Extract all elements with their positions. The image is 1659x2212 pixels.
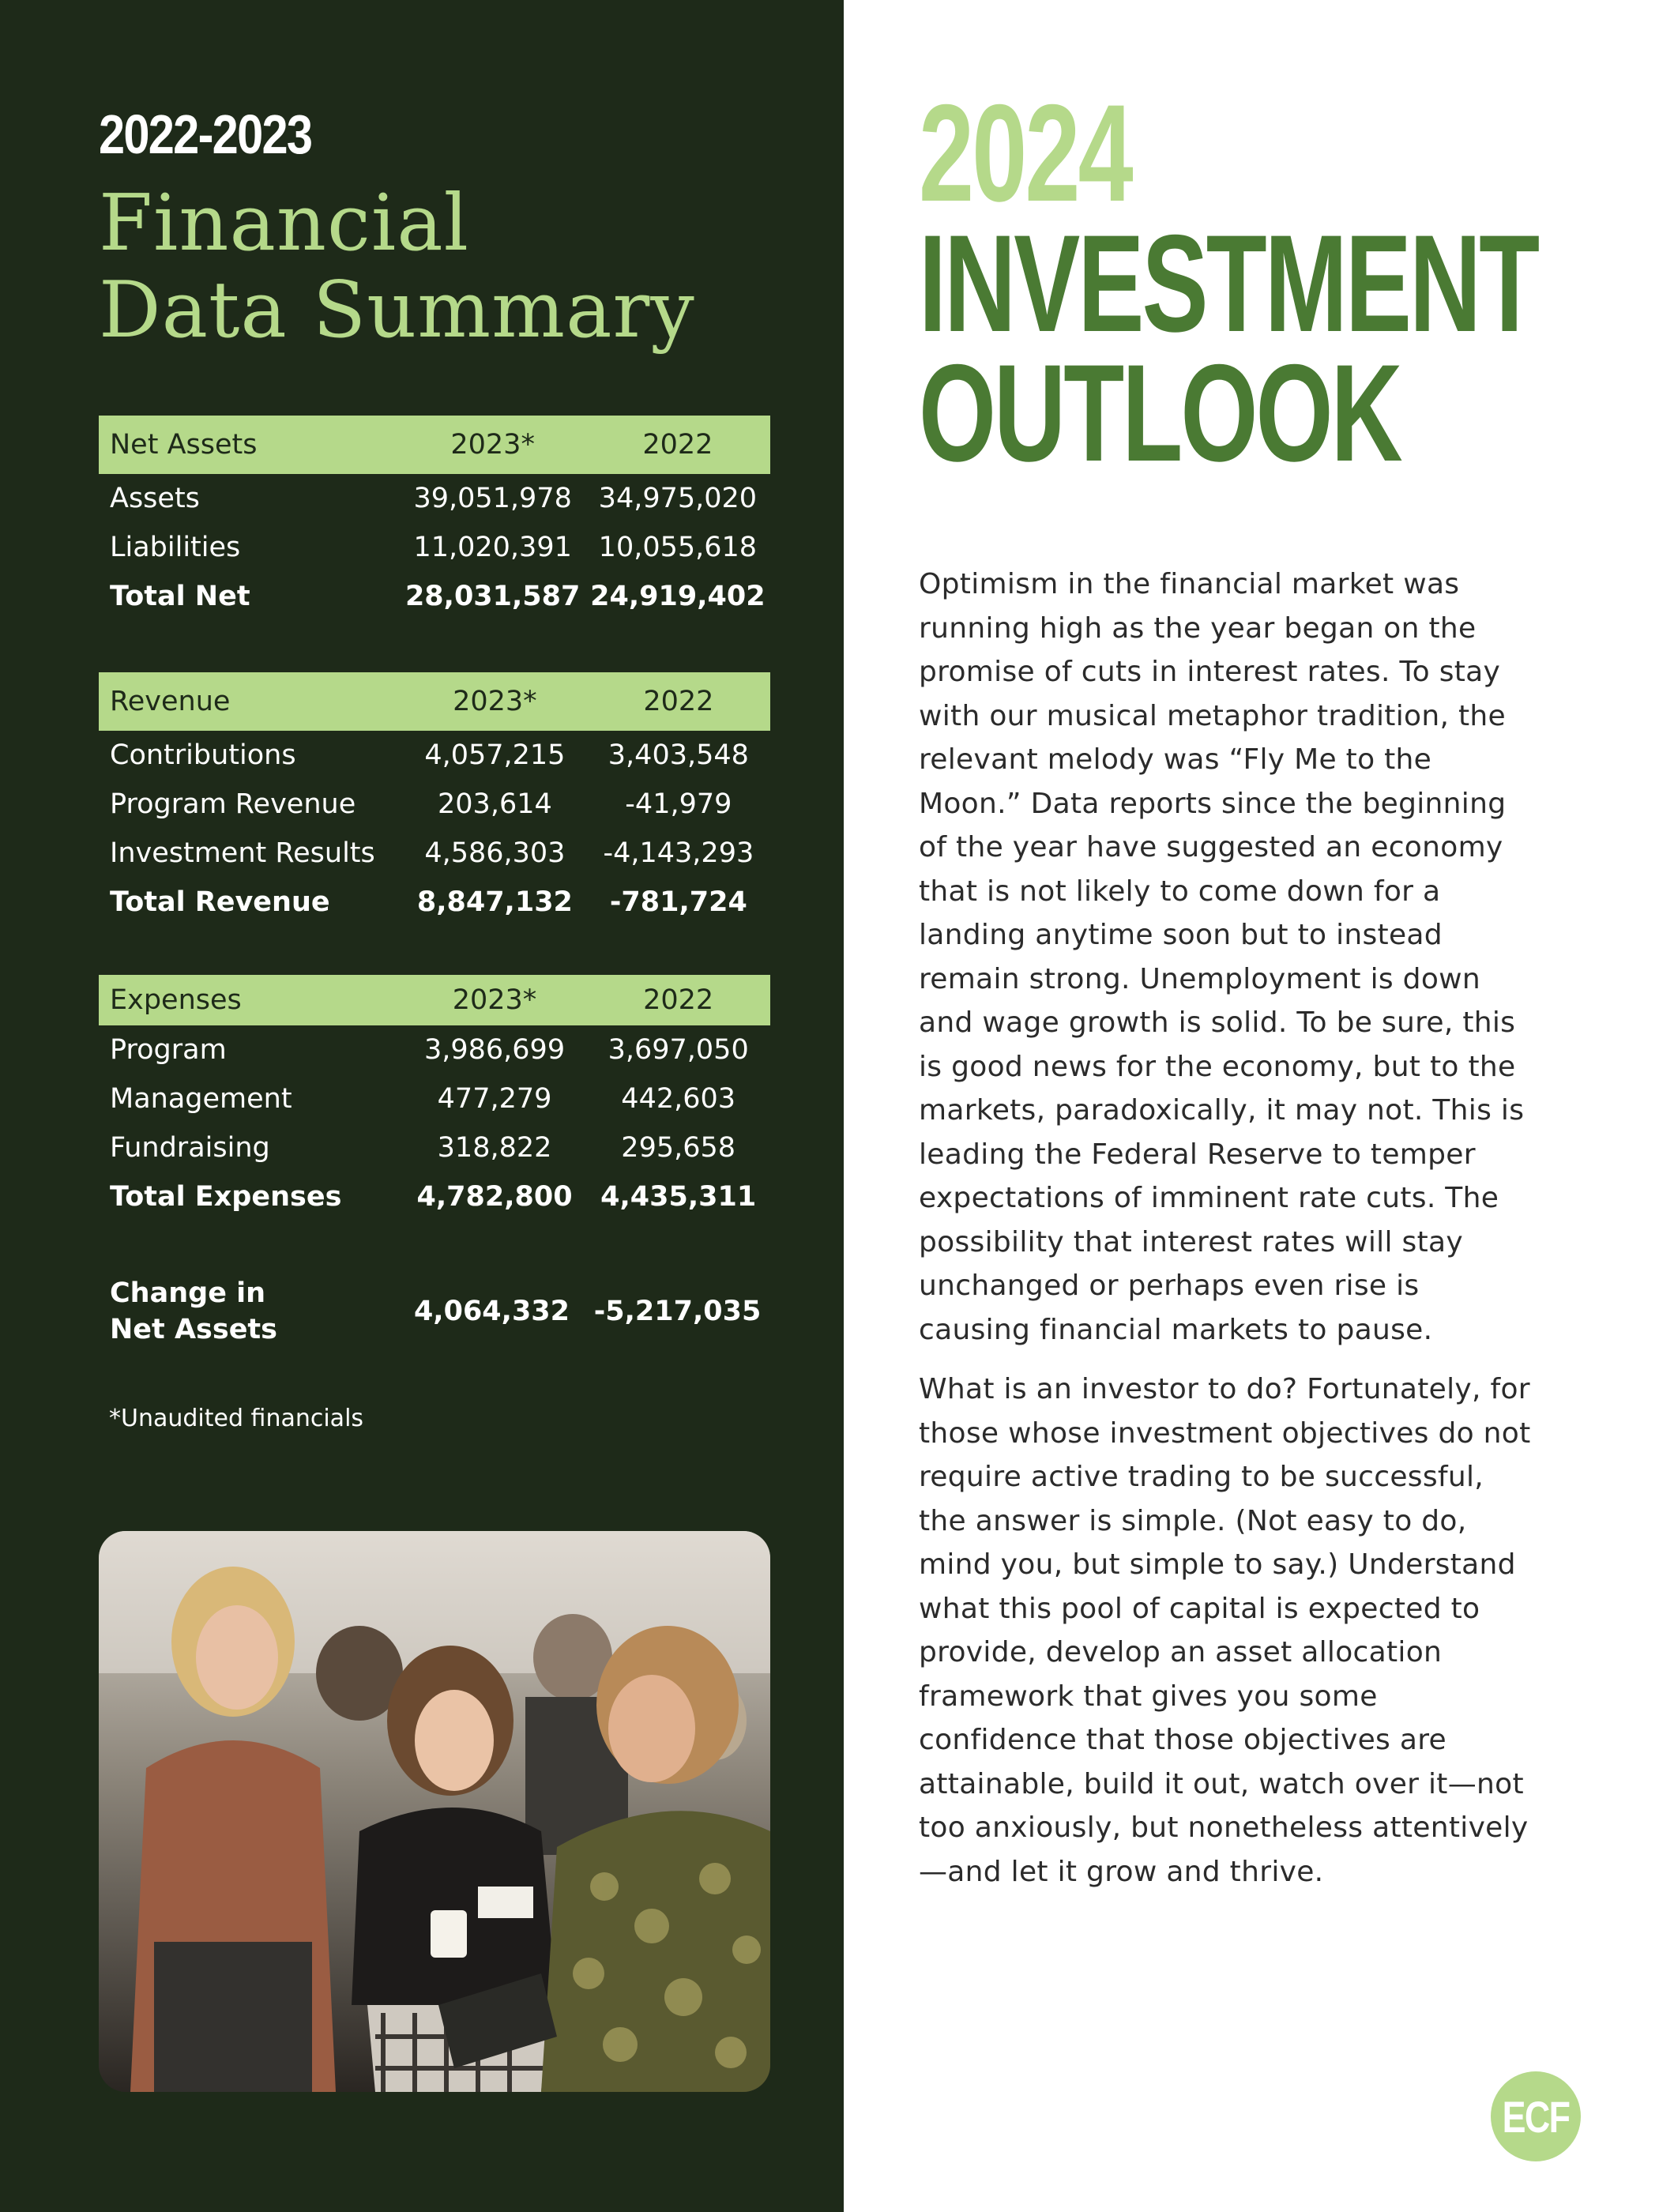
table-header-row <box>99 975 770 1025</box>
value-2023: 39,051,978 <box>413 483 572 514</box>
summary-title <box>99 180 695 354</box>
expenses-table <box>99 975 770 1221</box>
total-2023: 4,782,800 <box>416 1181 573 1213</box>
table-header-cell: Expenses <box>99 975 403 1025</box>
value-2022: 3,403,548 <box>608 739 749 771</box>
change-in-net-assets <box>99 1272 770 1359</box>
change-label <box>110 1275 394 1348</box>
row-label: Contributions <box>110 739 296 771</box>
revenue-table <box>99 672 770 927</box>
outlook-paragraph: What is an investor to do? Fortunately, for those whose investment objectives do not require active trading to be successful, the answer is simple. (Not easy to do, mind you, but simple to say.) Understand what this pool of capital is expected to provide, develop an asset allocation framework that gives you some confidence that those objectives are attainable, build it out, watch over it—not too anxiously, but nonetheless attentively—and let it grow and thrive. <box>919 1373 1531 1888</box>
table-header-cell: Net Assets <box>99 416 401 474</box>
table-header-row <box>99 672 770 731</box>
total-2023: 8,847,132 <box>416 886 573 918</box>
total-2022: 4,435,311 <box>600 1181 757 1213</box>
table-header-cell: 2022 <box>587 672 770 731</box>
table-row <box>99 1123 770 1172</box>
table-header-cell: 2022 <box>586 975 770 1025</box>
change-label-line1: Change in <box>110 1277 266 1309</box>
value-2022: 442,603 <box>621 1083 736 1115</box>
change-label-line2: Net Assets <box>110 1314 277 1345</box>
value-2023: 3,986,699 <box>423 1034 566 1066</box>
table-header-cell: Revenue <box>99 672 403 731</box>
table-header-row <box>99 416 770 474</box>
table-row <box>99 731 770 780</box>
table-row <box>99 780 770 829</box>
table-header-cell: 2022 <box>585 416 770 474</box>
table-total-row <box>99 572 770 621</box>
table-row <box>99 829 770 878</box>
outlook-paragraph: Optimism in the financial market was running high as the year began on the promise of cuts in interest rates. To stay with our musical metaphor tradition, the relevant melody was “Fly Me to the Moon.” Data reports since the beginning of the year have suggested an economy that is not likely to come down for a landing anytime soon but to instead remain strong. Unemployment is down and wage growth is solid. To be sure, this is good news for the economy, but to the markets, paradoxically, it may not. This is leading the Federal Reserve to temper expectations of imminent rate cuts. The possibility that interest rates will stay unchanged or perhaps even rise is causing financial markets to pause. <box>919 568 1525 1346</box>
value-2023: 4,586,303 <box>424 837 566 869</box>
table-header-cell: 2023* <box>403 672 587 731</box>
summary-year-range: 2022-2023 <box>99 103 312 165</box>
table-row <box>99 1025 770 1074</box>
value-2022: 3,697,050 <box>608 1034 749 1066</box>
outlook-year: 2024 <box>919 77 1131 231</box>
change-value-2023: 4,064,332 <box>413 1296 570 1327</box>
table-total-row <box>99 1172 770 1221</box>
total-2023: 28,031,587 <box>404 581 581 612</box>
row-label: Liabilities <box>110 532 241 563</box>
value-2022: 34,975,020 <box>598 483 758 514</box>
net-assets-table <box>99 416 770 621</box>
value-2022: 10,055,618 <box>598 532 758 563</box>
row-label: Program <box>110 1034 227 1066</box>
row-label: Management <box>110 1083 292 1115</box>
row-label: Fundraising <box>110 1132 270 1164</box>
outlook-title-line1: INVESTMENT <box>919 207 1538 361</box>
summary-title-line1: Financial <box>99 179 469 269</box>
value-2022: 295,658 <box>621 1132 736 1164</box>
change-value-2022: -5,217,035 <box>593 1296 762 1327</box>
ecf-logo <box>1491 2071 1581 2161</box>
table-header-cell: 2023* <box>401 416 585 474</box>
value-2022: -41,979 <box>625 788 732 820</box>
total-2022: 24,919,402 <box>590 581 766 612</box>
ecf-logo-text: ECF <box>1502 2091 1570 2142</box>
row-label: Investment Results <box>110 837 375 869</box>
total-label: Total Revenue <box>110 886 330 918</box>
table-row <box>99 1074 770 1123</box>
total-label: Total Net <box>110 581 250 612</box>
outlook-body <box>919 562 1535 1909</box>
row-label: Program Revenue <box>110 788 356 820</box>
event-photo <box>99 1531 770 2092</box>
value-2023: 203,614 <box>438 788 552 820</box>
value-2023: 318,822 <box>437 1132 552 1164</box>
table-header-cell: 2023* <box>403 975 587 1025</box>
table-row <box>99 474 770 523</box>
event-photo-icon <box>99 1531 770 2092</box>
value-2023: 11,020,391 <box>413 532 572 563</box>
table-total-row <box>99 878 770 927</box>
value-2023: 4,057,215 <box>424 739 566 771</box>
value-2023: 477,279 <box>437 1083 552 1115</box>
outlook-title <box>919 207 1538 491</box>
total-2022: -781,724 <box>609 886 747 918</box>
value-2022: -4,143,293 <box>603 837 754 869</box>
outlook-title-line2: OUTLOOK <box>919 337 1401 491</box>
summary-title-line2: Data Summary <box>99 265 695 356</box>
table-row <box>99 523 770 572</box>
total-label: Total Expenses <box>110 1181 342 1213</box>
row-label: Assets <box>110 483 200 514</box>
unaudited-footnote: *Unaudited financials <box>109 1405 364 1432</box>
